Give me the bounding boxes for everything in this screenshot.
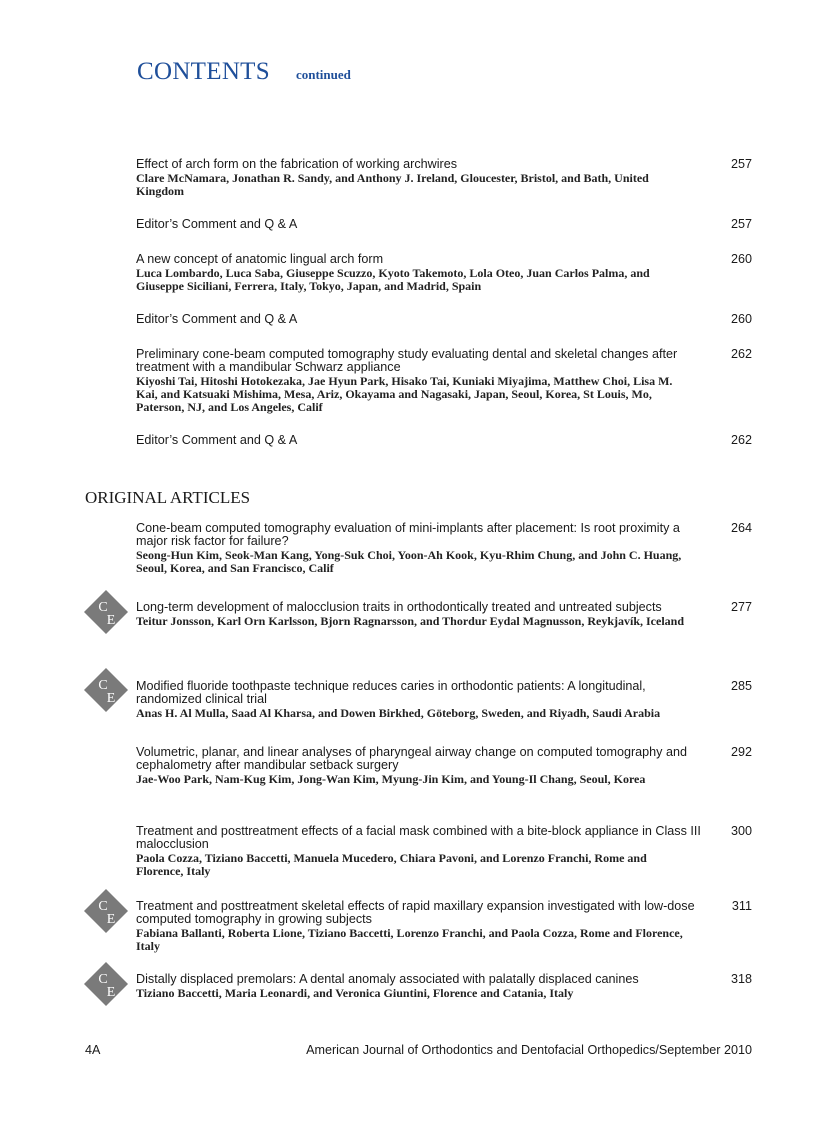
ce-credit-icon [83,961,129,1007]
section-heading: ORIGINAL ARTICLES [85,488,251,507]
ce-letter-e: E [106,613,116,628]
toc-entry[interactable] [136,973,752,1000]
page-number: 257 [730,157,752,171]
article-authors: Teitur Jonsson, Karl Orn Karlsson, Bjorn Ragnarsson, and Thordur Eydal Magnusson, Reykjavík, Iceland [136,614,685,628]
article-authors: Fabiana Ballanti, Roberta Lione, Tiziano Baccetti, Lorenzo Franchi, and Paola Cozza, Rome and Florence, Italy [136,926,683,953]
article-title: Effect of arch form on the fabrication of working archwires [136,157,458,171]
page-number: 260 [730,312,752,326]
article-title: Cone-beam computed tomography evaluation of mini-implants after placement: Is root proximity a major risk factor for failure? [136,521,680,548]
article-title: Preliminary cone-beam computed tomography study evaluating dental and skeletal changes after treatment with a mandibular Schwarz appliance [136,347,678,374]
article-authors: Kiyoshi Tai, Hitoshi Hotokezaka, Jae Hyun Park, Hisako Tai, Kuniaki Miyajima, Matthew Choi, Lisa M. Kai, and Katsuaki Mishima, Mesa, Ariz, Okayama and Nagasaki, Japan, Seoul, Korea, St Louis, Mo, Paterson, NJ, and Los Angeles, Calif [136,374,673,414]
toc-entry[interactable] [136,825,752,878]
toc-entry[interactable] [136,313,752,326]
article-authors: Seong-Hun Kim, Seok-Man Kang, Yong-Suk Choi, Yoon-Ah Kook, Kyu-Rhim Chung, and John C. Huang, Seoul, Korea, and San Francisco, Calif [136,548,682,575]
toc-entry[interactable] [136,746,752,786]
article-title: Editor’s Comment and Q & A [136,217,298,231]
article-title: Editor’s Comment and Q & A [136,312,298,326]
article-title: Distally displaced premolars: A dental anomaly associated with palatally displaced canines [136,972,639,986]
ce-credit-icon [83,667,129,713]
contents-heading: CONTENTS [137,58,270,85]
article-title: Long-term development of malocclusion traits in orthodontically treated and untreated subjects [136,600,662,614]
page-number: 292 [730,745,752,759]
ce-credit-icon [83,589,129,635]
article-title: Volumetric, planar, and linear analyses of pharyngeal airway change on computed tomography and cephalometry after mandibular setback surgery [136,745,687,772]
toc-entry[interactable] [136,434,752,447]
page-number: 260 [730,252,752,266]
page-number: 262 [730,347,752,361]
ce-letter-e: E [106,985,116,1000]
page-number: 264 [730,521,752,535]
article-title: Modified fluoride toothpaste technique reduces caries in orthodontic patients: A longitudinal, randomized clinical trial [136,679,646,706]
article-authors: Clare McNamara, Jonathan R. Sandy, and Anthony J. Ireland, Gloucester, Bristol, and Bath, United Kingdom [136,171,649,198]
toc-entry[interactable] [136,601,752,628]
toc-entry[interactable] [136,218,752,231]
ce-letter-c: C [98,972,108,987]
toc-entry[interactable] [136,348,752,414]
ce-letter-e: E [106,691,116,706]
ce-credit-icon [83,888,129,934]
toc-entry[interactable] [136,522,752,575]
toc-entry[interactable] [136,680,752,720]
ce-letter-c: C [98,899,108,914]
page-number: 285 [730,679,752,693]
footer-journal-title: American Journal of Orthodontics and Dentofacial Orthopedics/September 2010 [306,1043,752,1057]
ce-letter-c: C [98,600,108,615]
ce-letter-e: E [106,912,116,927]
continued-label: continued [295,67,351,82]
article-authors: Paola Cozza, Tiziano Baccetti, Manuela Mucedero, Chiara Pavoni, and Lorenzo Franchi, Rome and Florence, Italy [136,851,647,878]
toc-entry[interactable] [136,158,752,198]
page-number: 257 [730,217,752,231]
article-title: Editor’s Comment and Q & A [136,433,298,447]
article-title: A new concept of anatomic lingual arch form [136,252,384,266]
page-header [137,58,351,86]
article-authors: Luca Lombardo, Luca Saba, Giuseppe Scuzzo, Kyoto Takemoto, Lola Oteo, Juan Carlos Palma, and Giuseppe Siciliani, Ferrera, Italy, Tokyo, Japan, and Madrid, Spain [136,266,650,293]
article-authors: Jae-Woo Park, Nam-Kug Kim, Jong-Wan Kim, Myung-Jin Kim, and Young-Il Chang, Seoul, Korea [136,772,646,786]
page-number: 277 [730,600,752,614]
page-number: 318 [730,972,752,986]
ce-letter-c: C [98,678,108,693]
toc-entry[interactable] [136,253,752,293]
footer-page-number: 4A [85,1043,101,1057]
article-authors: Tiziano Baccetti, Maria Leonardi, and Veronica Giuntini, Florence and Catania, Italy [136,986,574,1000]
article-title: Treatment and posttreatment effects of a facial mask combined with a bite-block appliance in Class III malocclusion [136,824,701,851]
toc-entry[interactable] [136,900,752,953]
page-number: 300 [730,824,752,838]
article-authors: Anas H. Al Mulla, Saad Al Kharsa, and Dowen Birkhed, Göteborg, Sweden, and Riyadh, Saudi Arabia [136,706,661,720]
page-number: 311 [731,899,752,913]
page-number: 262 [730,433,752,447]
article-title: Treatment and posttreatment skeletal effects of rapid maxillary expansion investigated with low-dose computed tomography in growing subjects [136,899,695,926]
